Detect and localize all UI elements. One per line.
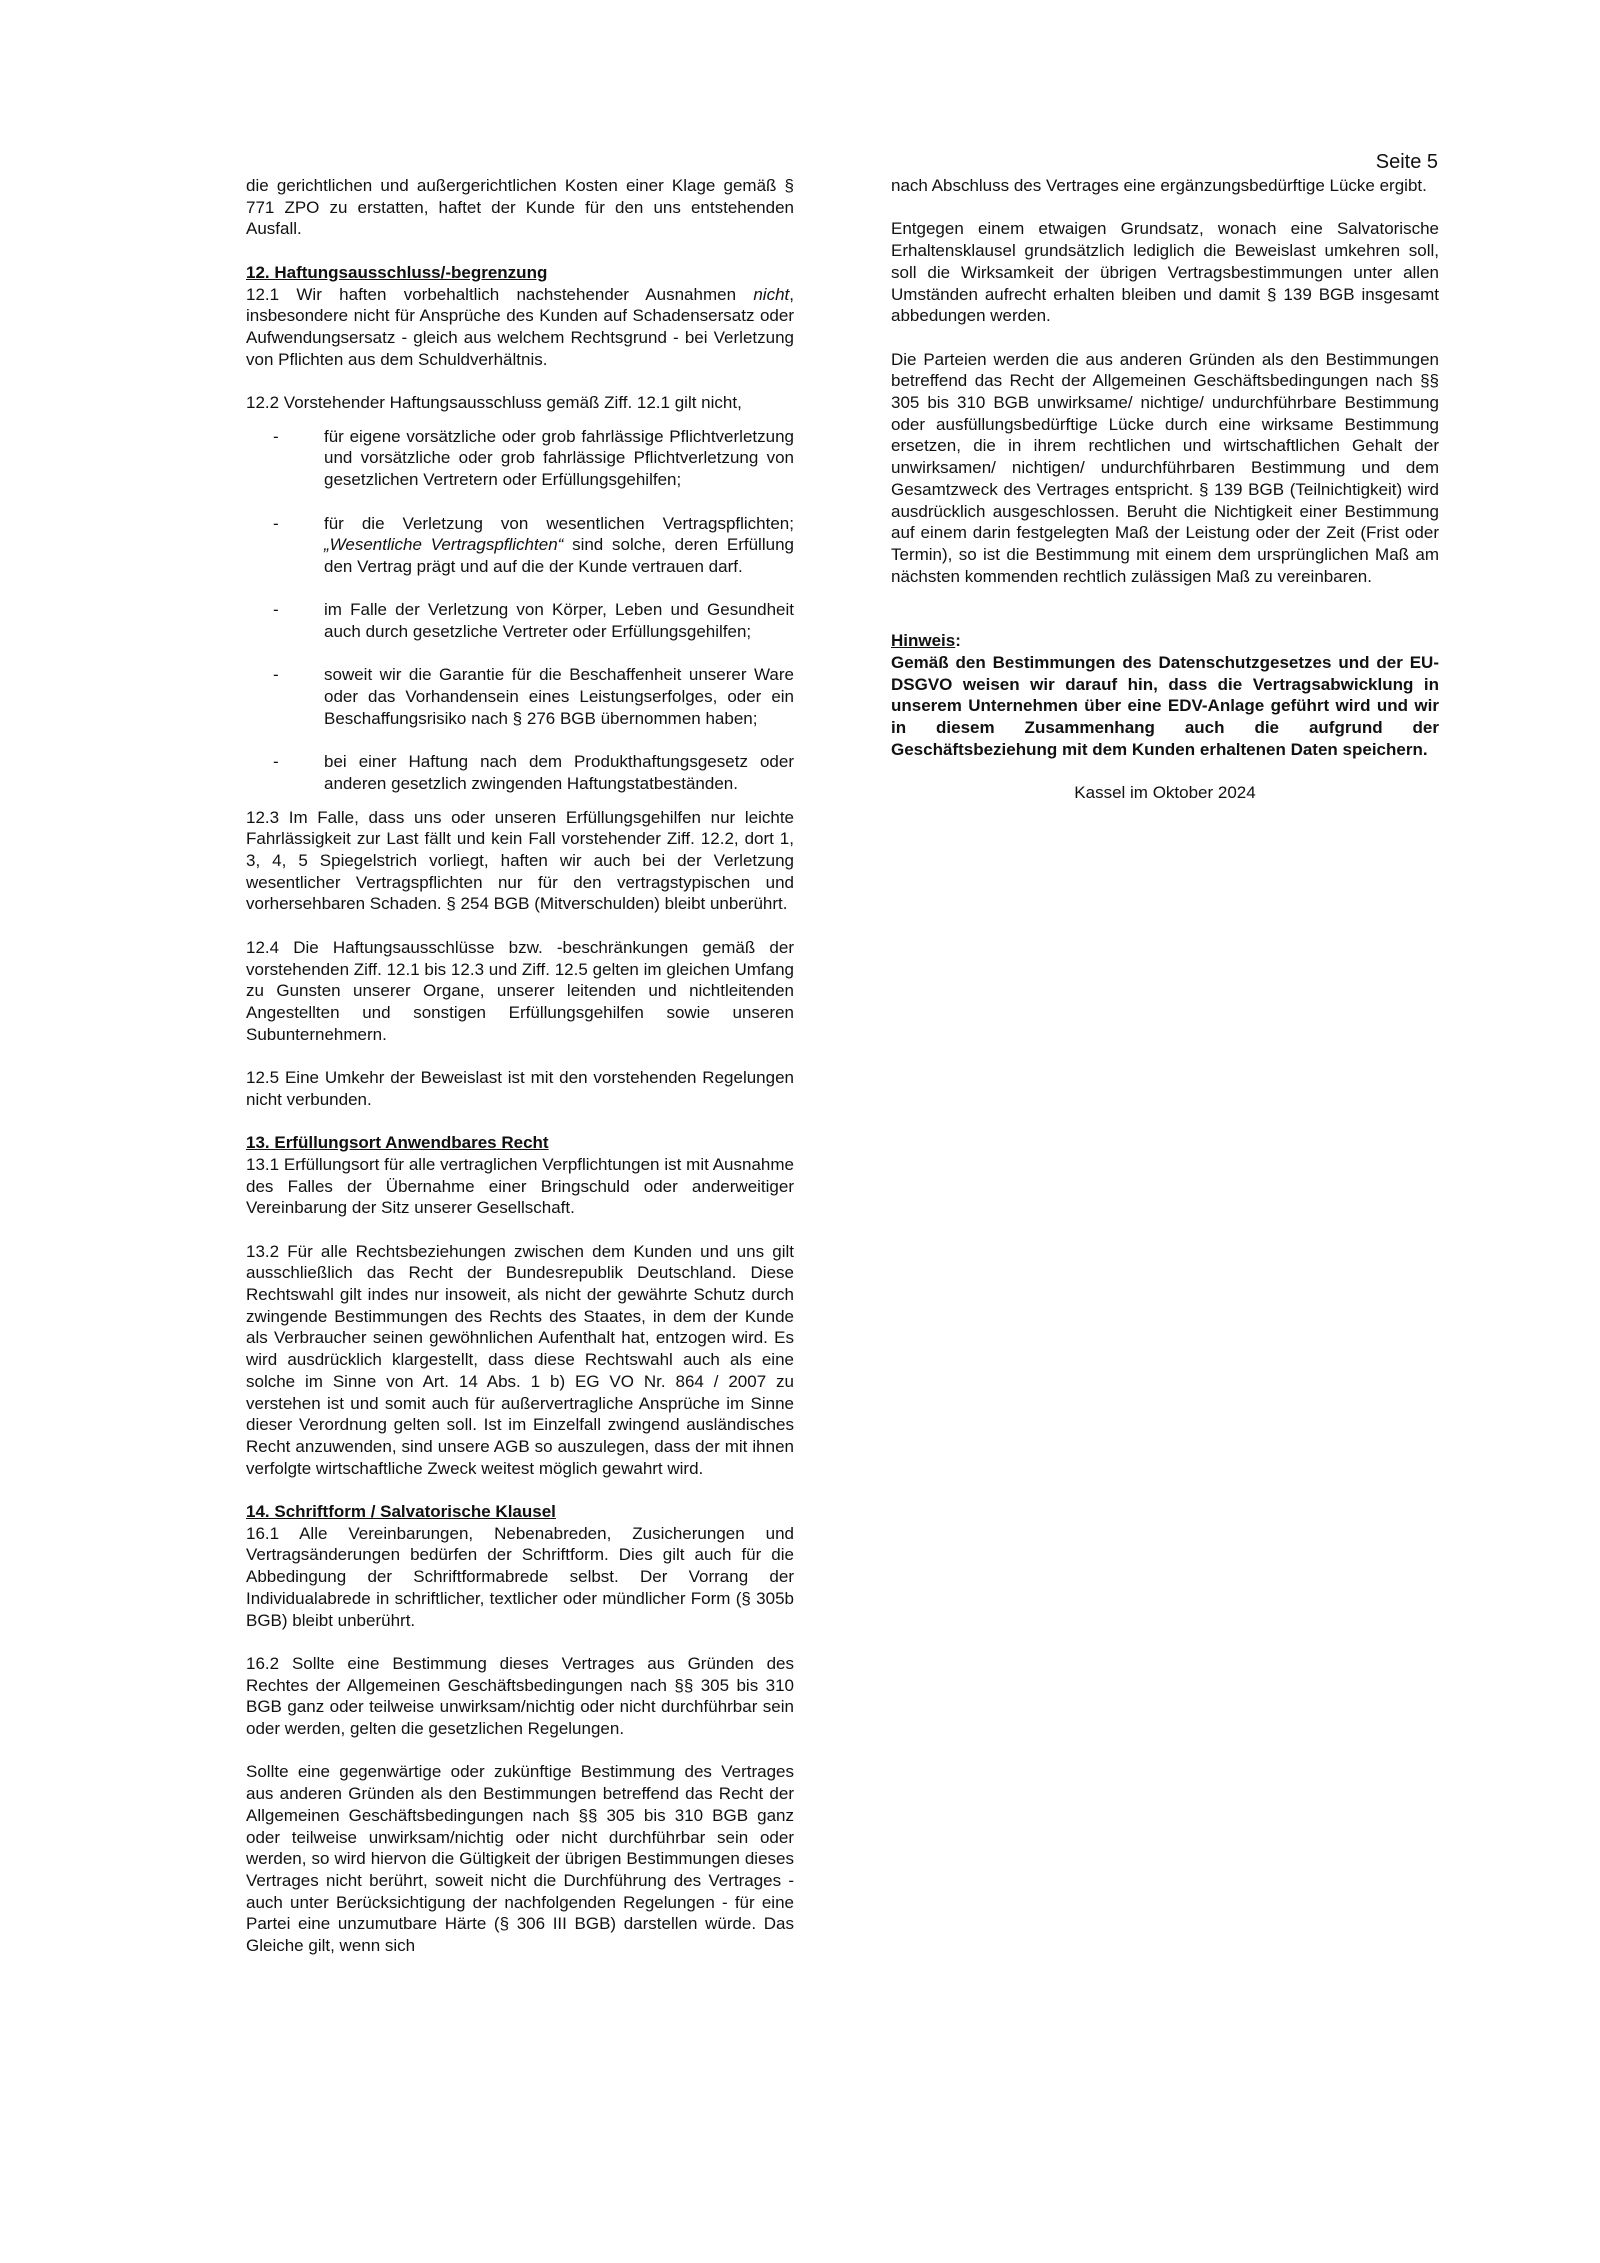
bullet-dash: - (273, 426, 279, 446)
notice-title (891, 630, 1439, 652)
bullet-text: soweit wir die Garantie für die Beschaffenheit unserer Ware oder das Vorhandensein eines Leistungserfolges, oder ein Beschaffungsrisiko nach § 276 BGB übernommen haben; (324, 665, 794, 728)
section-13-2-paragraph: 13.2 Für alle Rechtsbeziehungen zwischen dem Kunden und uns gilt ausschließlich das Recht der Bundesrepublik Deutschland. Diese Rechtswahl gilt indes nur insoweit, als nicht der gewährte Schutz durch zwingende Bestimmungen des Rechts des Staates, in dem der Kunde als Verbraucher seinen gewöhnlichen Aufenthalt hat, entzogen wird. Es wird ausdrücklich klargestellt, dass diese Rechtswahl auch als eine solche im Sinne von Art. 14 Abs. 1 b) EG VO Nr. 864 / 2007 zu verstehen ist und somit auch für außervertragliche Ansprüche im Sinne dieser Verordnung gelten soll. Ist im Einzelfall zwingend ausländisches Recht anzuwenden, sind unsere AGB so auszulegen, dass der mit ihnen verfolgte wirtschaftliche Zweck weitest möglich gewahrt wird. (246, 1241, 794, 1478)
list-item (246, 664, 794, 729)
list-item (246, 513, 794, 578)
bullet-text (324, 513, 794, 578)
section-13-1-paragraph: 13.1 Erfüllungsort für alle vertraglichen Verpflichtungen ist mit Ausnahme des Falles der Übernahme einer Bringschuld oder anderweitiger Vereinbarung der Sitz unserer Gesellschaft. (246, 1154, 794, 1218)
section-16-3-paragraph: Sollte eine gegenwärtige oder zukünftige Bestimmung des Vertrages aus anderen Gründen als den Bestimmungen betreffend das Recht der Allgemeinen Geschäftsbedingungen nach §§ 305 bis 310 BGB ganz oder teilweise unwirksam/nichtig oder nicht durchführbar sein oder werden, so wird hiervon die Gültigkeit der übrigen Bestimmungen dieses Vertrages nicht berührt, soweit nicht die Durchführung des Vertrages - auch unter Berücksichtigung der nachfolgenden Regelungen - für eine Partei eine unzumutbare Härte (§ 306 III BGB) darstellen würde. Das Gleiche gilt, wenn sich (246, 1762, 794, 1956)
bullet-text: bei einer Haftung nach dem Produkthaftungsgesetz oder anderen gesetzlich zwingenden Haftungstatbeständen. (324, 752, 794, 793)
bullet-text-b: sind solche, deren Erfüllung den Vertrag prägt und auf die der Kunde vertrauen darf. (324, 535, 794, 576)
section-12-2-paragraph: 12.2 Vorstehender Haftungsausschluss gemäß Ziff. 12.1 gilt nicht, (246, 393, 742, 412)
section-12-4-paragraph: 12.4 Die Haftungsausschlüsse bzw. -beschränkungen gemäß der vorstehenden Ziff. 12.1 bis 12.3 und Ziff. 12.5 gelten im gleichen Umfang zu Gunsten unserer Organe, unserer leitenden und nichtleitenden Angestellten und sonstigen Erfüllungsgehilfen sowie unseren Subunternehmern. (246, 937, 794, 1044)
bullet-text: für eigene vorsätzliche oder grob fahrlässige Pflichtverletzung und vorsätzliche oder grob fahrlässige Pflichtverletzung von gesetzlichen Vertretern oder Erfüllungsgehilfen; (324, 426, 794, 490)
list-item (246, 599, 794, 642)
notice-title-colon: : (955, 631, 961, 651)
section-12-1-text-b: , insbesondere nicht für Ansprüche des Kunden auf Schadensersatz oder Aufwendungsersatz - gleich aus welchem Rechtsgrund - bei Verletzung von Pflichten aus dem Schuldverhältnis. (246, 284, 794, 369)
salvatorische-paragraph: Entgegen einem etwaigen Grundsatz, wonach eine Salvatorische Erhaltensklausel grundsätzlich lediglich die Beweislast umkehren soll, soll die Wirksamkeit der übrigen Vertragsbestimmungen unter allen Umständen aufrecht erhalten bleiben und damit § 139 BGB insgesamt abbedungen werden. (891, 219, 1439, 326)
section-16-2-paragraph: 16.2 Sollte eine Bestimmung dieses Vertrages aus Gründen des Rechtes der Allgemeinen Geschäftsbedingungen nach §§ 305 bis 310 BGB ganz oder teilweise unwirksam/nichtig oder nicht durchführbar sein oder werden, gelten die gesetzlichen Regelungen. (246, 1653, 794, 1739)
bullet-dash: - (273, 600, 279, 620)
section-14-heading: 14. Schriftform / Salvatorische Klausel (246, 1502, 556, 1522)
list-item (246, 426, 794, 491)
signoff-line: Kassel im Oktober 2024 (1074, 783, 1256, 803)
bullet-text: im Falle der Verletzung von Körper, Leben und Gesundheit auch durch gesetzliche Vertreter oder Erfüllungsgehilfen; (324, 600, 794, 641)
replacement-paragraph: Die Parteien werden die aus anderen Gründen als den Bestimmungen betreffend das Recht der Allgemeinen Geschäftsbedingungen nach §§ 305 bis 310 BGB unwirksame/ nichtige/ undurchführbare Bestimmung oder ausfüllungsbedürftige Lücke durch eine wirksame Bestimmung ersetzen, die in ihrem rechtlichen und wirtschaftlichen Gehalt der unwirksamen/ nichtigen/ undurchführbaren Bestimmung und dem Gesamtzweck des Vertrages entspricht. § 139 BGB (Teilnichtigkeit) wird ausdrücklich ausgeschlossen. Beruht die Nichtigkeit einer Bestimmung auf einem darin festgelegten Maß der Leistung oder der Zeit (Frist oder Termin), so ist die Bestimmung mit einem dem ursprünglichen Maß am nächsten kommenden rechtlich zulässigen Maß zu vereinbaren. (891, 349, 1439, 586)
section-12-3-paragraph: 12.3 Im Falle, dass uns oder unseren Erfüllungsgehilfen nur leichte Fahrlässigkeit zur Last fällt und kein Fall vorstehender Ziff. 12.2, dort 1, 3, 4, 5 Spiegelstrich vorliegt, haften wir auch bei der Verletzung wesentlicher Vertragspflichten nur für den vertragstypischen und vorhersehbaren Schaden. § 254 BGB (Mitverschulden) bleibt unberührt. (246, 807, 794, 914)
intro-paragraph: die gerichtlichen und außergerichtlichen Kosten einer Klage gemäß § 771 ZPO zu erstatten, haftet der Kunde für den uns entstehenden Ausfall. (246, 176, 794, 239)
bullet-dash: - (273, 513, 279, 533)
notice-body: Gemäß den Bestimmungen des Datenschutzgesetzes und der EU-DSGVO weisen wir darauf hin, dass die Vertragsabwicklung in unserem Unternehmen über eine EDV-Anlage geführt wird und wir in diesem Zusammenhang auch die aufgrund der Geschäftsbeziehung mit dem Kunden erhaltenen Daten speichern. (891, 653, 1439, 759)
section-12-1-emphasis: nicht (753, 284, 790, 304)
section-12-5-paragraph: 12.5 Eine Umkehr der Beweislast ist mit den vorstehenden Regelungen nicht verbunden. (246, 1068, 794, 1109)
list-item (246, 751, 794, 794)
bullet-dash: - (273, 665, 279, 685)
section-12-heading: 12. Haftungsausschluss/-begrenzung (246, 262, 548, 282)
page-number: Seite 5 (1375, 151, 1438, 173)
notice-title-text: Hinweis (891, 631, 956, 651)
right-column (891, 175, 1439, 804)
bullet-emphasis: „Wesentliche Vertragspflichten“ (324, 535, 564, 555)
section-12-1-paragraph (246, 284, 794, 371)
section-12-1-text-a: 12.1 Wir haften vorbehaltlich nachstehender Ausnahmen (246, 284, 754, 304)
bullet-text-a: für die Verletzung von wesentlichen Vertragspflichten; (324, 513, 794, 533)
continuation-paragraph: nach Abschluss des Vertrages eine ergänzungsbedürftige Lücke ergibt. (891, 176, 1427, 195)
bullet-dash: - (273, 752, 279, 772)
section-16-1-paragraph: 16.1 Alle Vereinbarungen, Nebenabreden, Zusicherungen und Vertragsänderungen bedürfen der Schriftform. Dies gilt auch für die Abbedingung der Schriftformabrede selbst. Der Vorrang der Individualabrede in schriftlicher, textlicher oder mündlicher Form (§ 305b BGB) bleibt unberührt. (246, 1523, 794, 1630)
left-column (246, 175, 794, 1957)
section-13-heading: 13. Erfüllungsort Anwendbares Recht (246, 1133, 549, 1153)
